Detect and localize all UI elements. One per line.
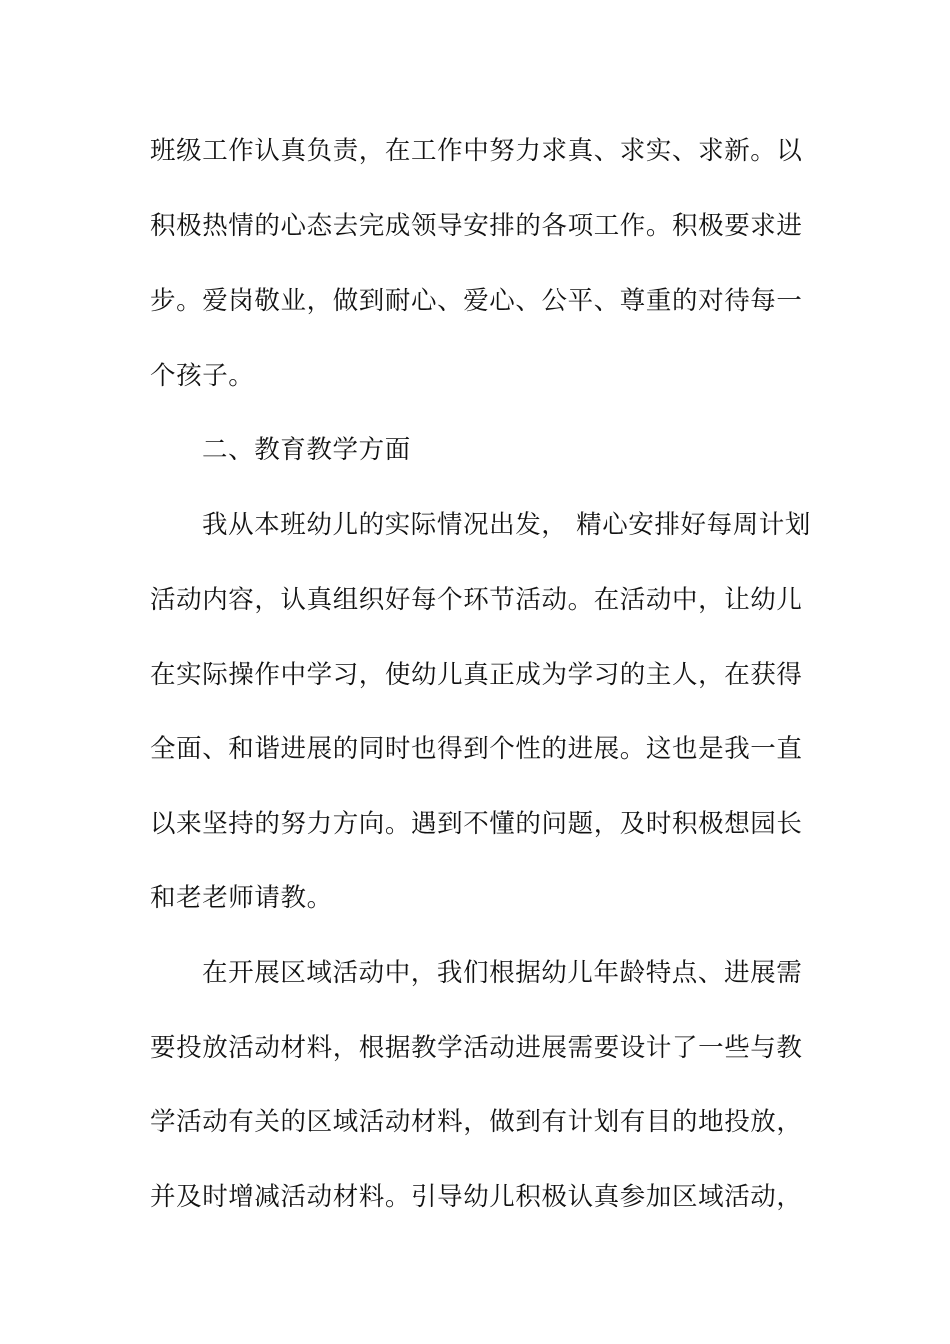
text-line-11: 和老老师请教。	[150, 883, 333, 913]
text-line-13: 要投放活动材料，根据教学活动进展需要设计了一些与教	[150, 1033, 803, 1063]
text-line-9: 全面、和谐进展的同时也得到个性的进展。这也是我一直	[150, 734, 803, 764]
text-line-12: 在开展区域活动中，我们根据幼儿年龄特点、进展需	[202, 958, 803, 988]
text-line-6: 我从本班幼儿的实际情况出发， 精心安排好每周计划	[202, 510, 812, 540]
text-line-15: 并及时增减活动材料。引导幼儿积极认真参加区域活动，	[150, 1182, 803, 1212]
text-line-7: 活动内容，认真组织好每个环节活动。在活动中，让幼儿	[150, 585, 803, 615]
text-line-3: 步。爱岗敬业，做到耐心、爱心、公平、尊重的对待每一	[150, 286, 803, 316]
text-line-4: 个孩子。	[150, 361, 255, 391]
text-line-8: 在实际操作中学习，使幼儿真正成为学习的主人，在获得	[150, 660, 803, 690]
section-heading: 二、教育教学方面	[202, 435, 411, 465]
text-line-10: 以来坚持的努力方向。遇到不懂的问题，及时积极想园长	[150, 809, 803, 839]
text-line-14: 学活动有关的区域活动材料，做到有计划有目的地投放，	[150, 1107, 803, 1137]
text-line-1: 班级工作认真负责，在工作中努力求真、求实、求新。以	[150, 136, 803, 166]
text-line-2: 积极热情的心态去完成领导安排的各项工作。积极要求进	[150, 211, 803, 241]
